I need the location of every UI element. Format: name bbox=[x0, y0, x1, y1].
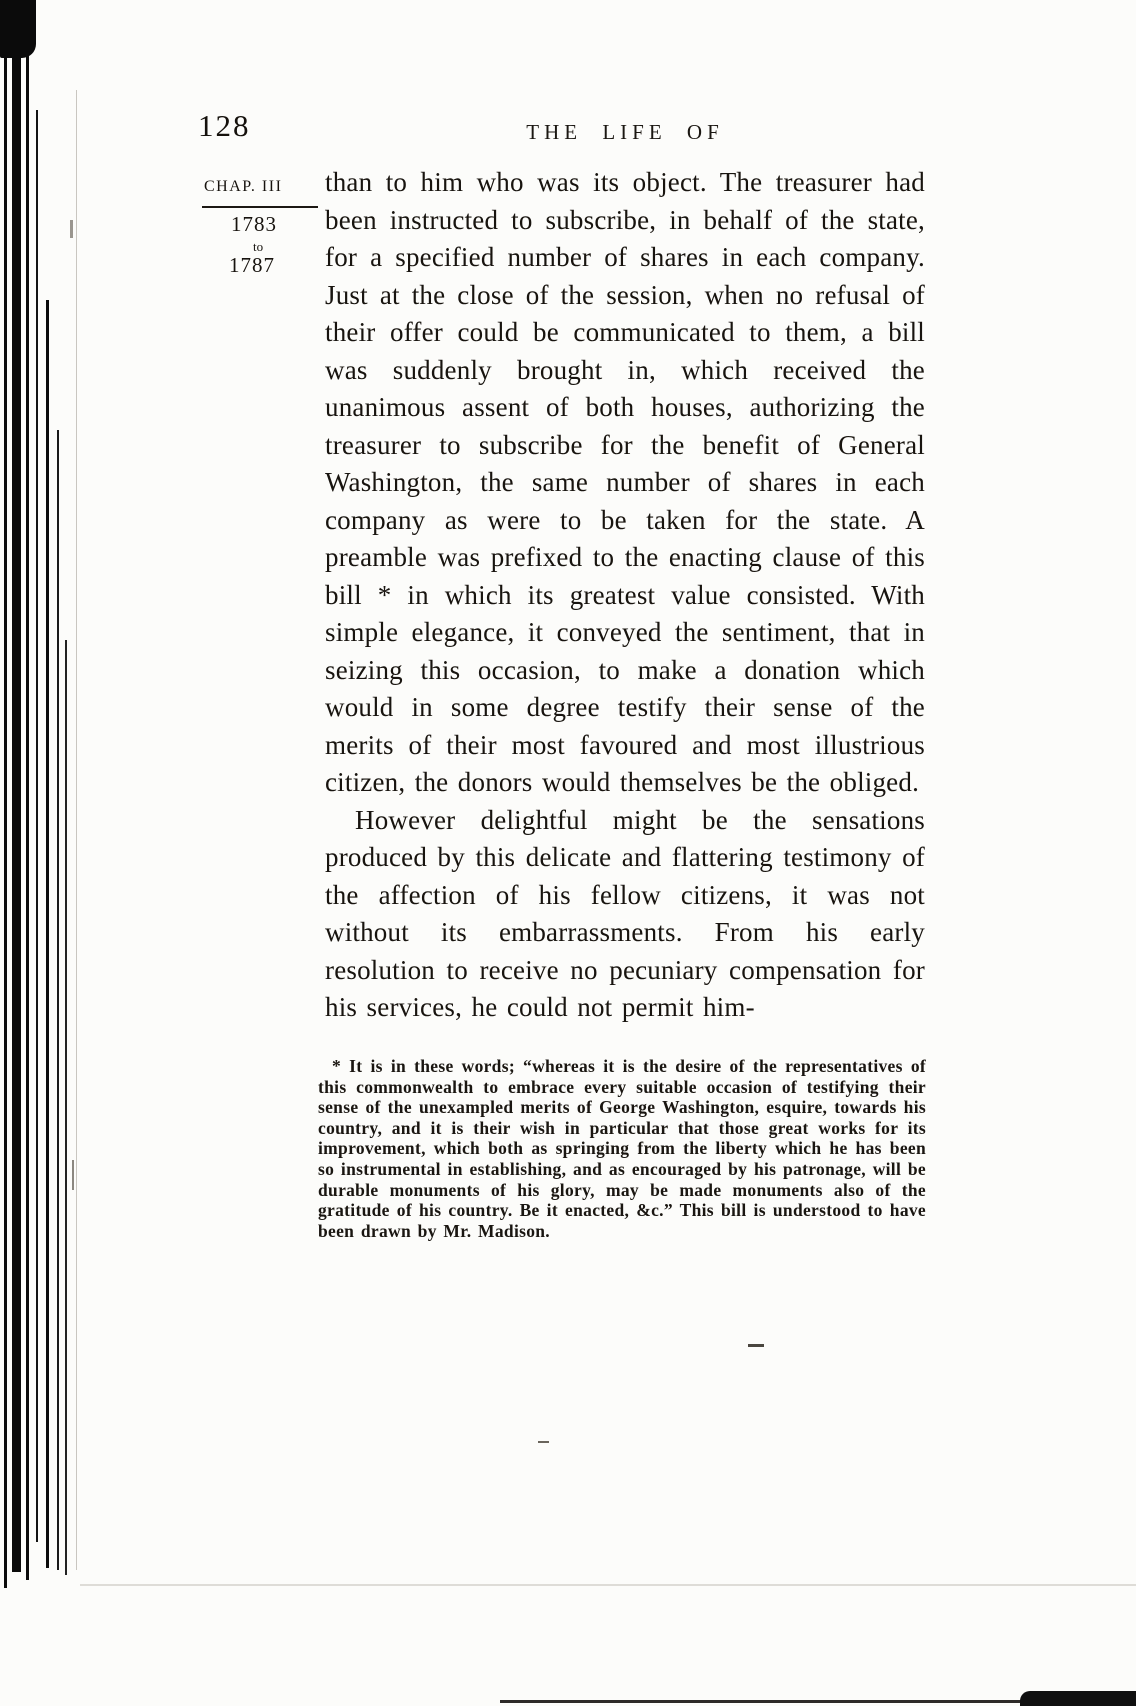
scan-corner-mark bbox=[1020, 1691, 1136, 1706]
binding-bar bbox=[46, 300, 49, 1568]
body-paragraph: than to him who was its object. The treasurer had been instructed to subscribe, in behalf of the state, for a specified number of shares in each company. Just at the close of the session, when no refusal of their offer could be communicated to them, a bill was suddenly brought in, which received the unanimous assent of both houses, authorizing the treasurer to subscribe for the benefit of General Washington, the same number of shares in each company as were to be taken for the state. A preamble was prefixed to the enacting clause of this bill * in which its greatest value consisted. With simple elegance, it conveyed the sentiment, that in seizing this occasion, to make a donation which would in some degree testify their sense of the merits of their most favoured and most illustrious citizen, the donors would themselves be the obliged. bbox=[325, 167, 925, 797]
binding-bar bbox=[12, 0, 21, 1572]
margin-year-from: 1783 bbox=[231, 212, 277, 236]
body-text-column bbox=[325, 164, 925, 1027]
margin-rule bbox=[202, 206, 318, 208]
page-number: 128 bbox=[198, 108, 251, 143]
binding-bar bbox=[26, 40, 29, 1580]
binding-bar bbox=[57, 430, 59, 1570]
margin-year-to: 1787 bbox=[229, 253, 275, 277]
binding-bar bbox=[4, 0, 7, 1588]
margin-to-label: to bbox=[253, 239, 264, 254]
body-paragraph: However delightful might be the sensations produced by this delicate and flattering testimony of the affection of his fellow citizens, it was not without its embarrassments. From his early resolution to receive no pecuniary compensation for his services, he could not permit him- bbox=[325, 804, 925, 1022]
page-bottom-shadow bbox=[80, 1584, 1136, 1586]
scan-speck bbox=[538, 1441, 549, 1443]
page-fold-line bbox=[76, 90, 77, 1570]
scan-smudge bbox=[72, 1160, 74, 1190]
binding-bar bbox=[36, 110, 38, 1542]
footnote-text: * It is in these words; “whereas it is the desire of the representatives of this commonwealth to embrace every suitable occasion of testifying their sense of the unexampled merits of George Washington, esquire, towards his country, and it is their wish in particular that those great works for its improvement, which both as springing from the liberty which he has been so instrumental in establishing, and as encouraged by his patronage, will be durable monuments of his glory, may be made monuments also of the gratitude of his country. Be it enacted, &c.” This bill is understood to have been drawn by Mr. Madison. bbox=[318, 1056, 926, 1241]
running-head: THE LIFE OF bbox=[526, 120, 724, 144]
scan-smudge bbox=[70, 220, 73, 238]
binding-bar bbox=[65, 640, 67, 1575]
chapter-label: CHAP. III bbox=[204, 178, 283, 195]
scan-speck bbox=[748, 1344, 764, 1347]
